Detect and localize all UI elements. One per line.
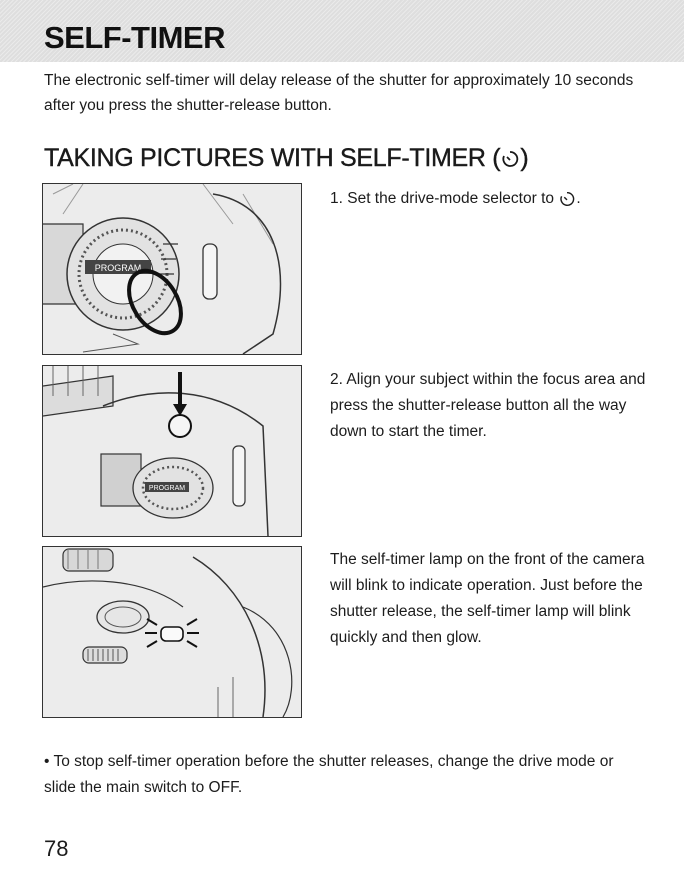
step-1-suffix: . — [576, 190, 581, 207]
self-timer-icon — [558, 190, 576, 208]
section-heading-text: TAKING PICTURES WITH SELF-TIMER ( — [44, 144, 501, 172]
step-1-label: 1. Set the drive-mode selector to — [330, 190, 555, 207]
self-timer-icon — [500, 149, 520, 169]
dial-program-label: PROGRAM — [94, 263, 142, 273]
illustration-self-timer-lamp — [42, 546, 302, 718]
section-heading-close: ) — [520, 144, 529, 172]
stop-note: • To stop self-timer operation before the shutter releases, change the drive mode or slide the main switch to OFF. — [44, 753, 614, 796]
dial-program-label: PROGRAM — [148, 485, 186, 492]
page-title: SELF-TIMER — [44, 20, 225, 55]
step-1-text — [330, 186, 650, 212]
illustration-drive-mode-dial — [42, 183, 302, 355]
step-2-text: 2. Align your subject within the focus area and press the shutter-release button all the way down to start the timer. — [330, 371, 646, 440]
section-heading — [44, 146, 528, 171]
illustration-shutter-release — [42, 365, 302, 537]
intro-paragraph: The electronic self-timer will delay release of the shutter for approximately 10 seconds after you press the shutter-release button. — [44, 72, 634, 114]
page-number: 78 — [44, 836, 69, 861]
step-3-text: The self-timer lamp on the front of the camera will blink to indicate operation. Just before the shutter release, the self-timer lamp will blink quickly and then glow. — [330, 551, 645, 646]
